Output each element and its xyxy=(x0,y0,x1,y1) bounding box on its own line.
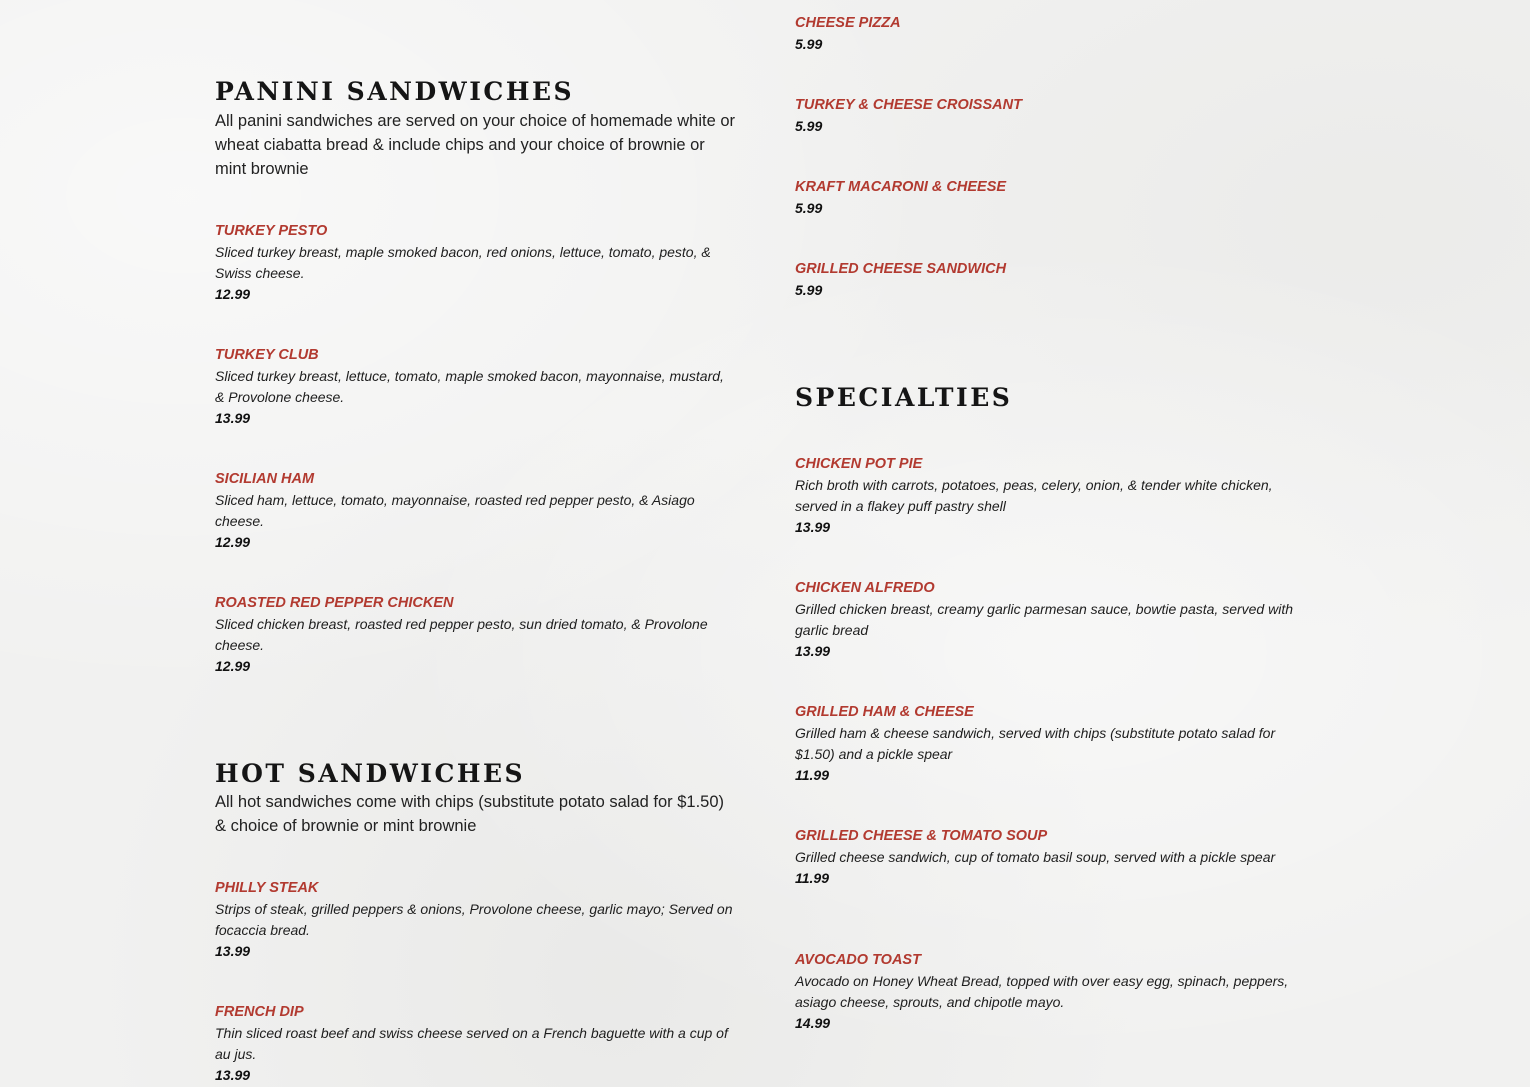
menu-item-name: SICILIAN HAM xyxy=(215,471,315,487)
menu-item-name: ROASTED RED PEPPER CHICKEN xyxy=(215,595,454,611)
menu-item-description: Rich broth with carrots, potatoes, peas, celery, onion, & tender white chicken, served in a flakey puff pastry shell xyxy=(795,477,1273,514)
menu-item-price: 14.99 xyxy=(795,1015,831,1031)
hot-sandwiches-section-title: HOT SANDWICHES xyxy=(215,759,526,788)
menu-item-price: 13.99 xyxy=(795,643,831,659)
menu-item-description: Sliced turkey breast, lettuce, tomato, maple smoked bacon, mayonnaise, mustard, & Provolone cheese. xyxy=(215,368,724,405)
menu-item-price: 5.99 xyxy=(795,36,823,52)
menu-item-price: 5.99 xyxy=(795,200,823,216)
menu-item-grilled-ham-cheese xyxy=(795,702,1317,786)
hot-sandwiches-section-description: All hot sandwiches come with chips (substitute potato salad for $1.50) & choice of brownie or mint brownie xyxy=(215,793,725,835)
menu-item-price: 13.99 xyxy=(215,1067,251,1083)
menu-item-kraft-macaroni-cheese xyxy=(795,177,1317,219)
menu-item-description: Sliced chicken breast, roasted red pepper pesto, sun dried tomato, & Provolone cheese. xyxy=(215,616,708,653)
menu-item-name: FRENCH DIP xyxy=(215,1004,304,1020)
menu-item-price: 5.99 xyxy=(795,118,823,134)
menu-item-philly-steak xyxy=(215,878,737,962)
menu-item-chicken-pot-pie xyxy=(795,454,1317,538)
menu-item-avocado-toast xyxy=(795,950,1317,1034)
menu-item-turkey-pesto xyxy=(215,221,737,305)
menu-item-price: 13.99 xyxy=(215,943,251,959)
menu-item-price: 12.99 xyxy=(215,286,251,302)
menu-item-name: GRILLED HAM & CHEESE xyxy=(795,704,974,720)
menu-item-chicken-alfredo xyxy=(795,578,1317,662)
menu-item-name: CHICKEN POT PIE xyxy=(795,456,923,472)
menu-item-grilled-cheese-tomato-soup xyxy=(795,826,1317,889)
menu-item-turkey-cheese-croissant xyxy=(795,95,1317,137)
menu-item-price: 11.99 xyxy=(795,870,829,886)
panini-section-title: PANINI SANDWICHES xyxy=(215,77,575,106)
menu-item-roasted-red-pepper-chicken xyxy=(215,593,737,677)
menu-item-description: Sliced ham, lettuce, tomato, mayonnaise, roasted red pepper pesto, & Asiago cheese. xyxy=(215,492,695,529)
menu-item-description: Grilled ham & cheese sandwich, served with chips (substitute potato salad for $1.50) and a pickle spear xyxy=(795,725,1276,762)
menu-item-sicilian-ham xyxy=(215,469,737,553)
panini-section-description: All panini sandwiches are served on your choice of homemade white or wheat ciabatta bread & include chips and your choice of brownie or mint brownie xyxy=(215,112,736,178)
menu-item-description: Grilled cheese sandwich, cup of tomato basil soup, served with a pickle spear xyxy=(795,849,1276,865)
menu-item-description: Grilled chicken breast, creamy garlic parmesan sauce, bowtie pasta, served with garlic bread xyxy=(795,601,1293,638)
menu-item-name: TURKEY PESTO xyxy=(215,223,328,239)
menu-item-price: 13.99 xyxy=(215,410,251,426)
menu-item-name: GRILLED CHEESE SANDWICH xyxy=(795,261,1007,277)
menu-item-price: 5.99 xyxy=(795,282,823,298)
menu-item-name: AVOCADO TOAST xyxy=(795,952,921,968)
menu-item-cheese-pizza xyxy=(795,13,1317,55)
menu-item-description: Sliced turkey breast, maple smoked bacon, red onions, lettuce, tomato, pesto, & Swiss cheese. xyxy=(215,244,711,281)
menu-item-grilled-cheese-sandwich xyxy=(795,259,1317,301)
menu-item-description: Avocado on Honey Wheat Bread, topped with over easy egg, spinach, peppers, asiago cheese, sprouts, and chipotle mayo. xyxy=(795,973,1289,1010)
menu-item-name: GRILLED CHEESE & TOMATO SOUP xyxy=(795,828,1048,844)
menu-item-price: 13.99 xyxy=(795,519,831,535)
menu-item-price: 12.99 xyxy=(215,534,251,550)
specialties-section-title: SPECIALTIES xyxy=(795,383,1013,412)
menu-item-name: KRAFT MACARONI & CHEESE xyxy=(795,179,1007,195)
menu-item-name: TURKEY CLUB xyxy=(215,347,319,363)
menu-item-description: Thin sliced roast beef and swiss cheese served on a French baguette with a cup of au jus. xyxy=(215,1025,728,1062)
menu-item-description: Strips of steak, grilled peppers & onions, Provolone cheese, garlic mayo; Served on focaccia bread. xyxy=(215,901,733,938)
menu-item-name: PHILLY STEAK xyxy=(215,880,319,896)
menu-item-name: CHEESE PIZZA xyxy=(795,15,901,31)
menu-item-name: CHICKEN ALFREDO xyxy=(795,580,935,596)
menu-item-price: 12.99 xyxy=(215,658,251,674)
menu-item-name: TURKEY & CHEESE CROISSANT xyxy=(795,97,1022,113)
menu-item-turkey-club xyxy=(215,345,737,429)
menu-item-price: 11.99 xyxy=(795,767,829,783)
menu-item-french-dip xyxy=(215,1002,737,1086)
